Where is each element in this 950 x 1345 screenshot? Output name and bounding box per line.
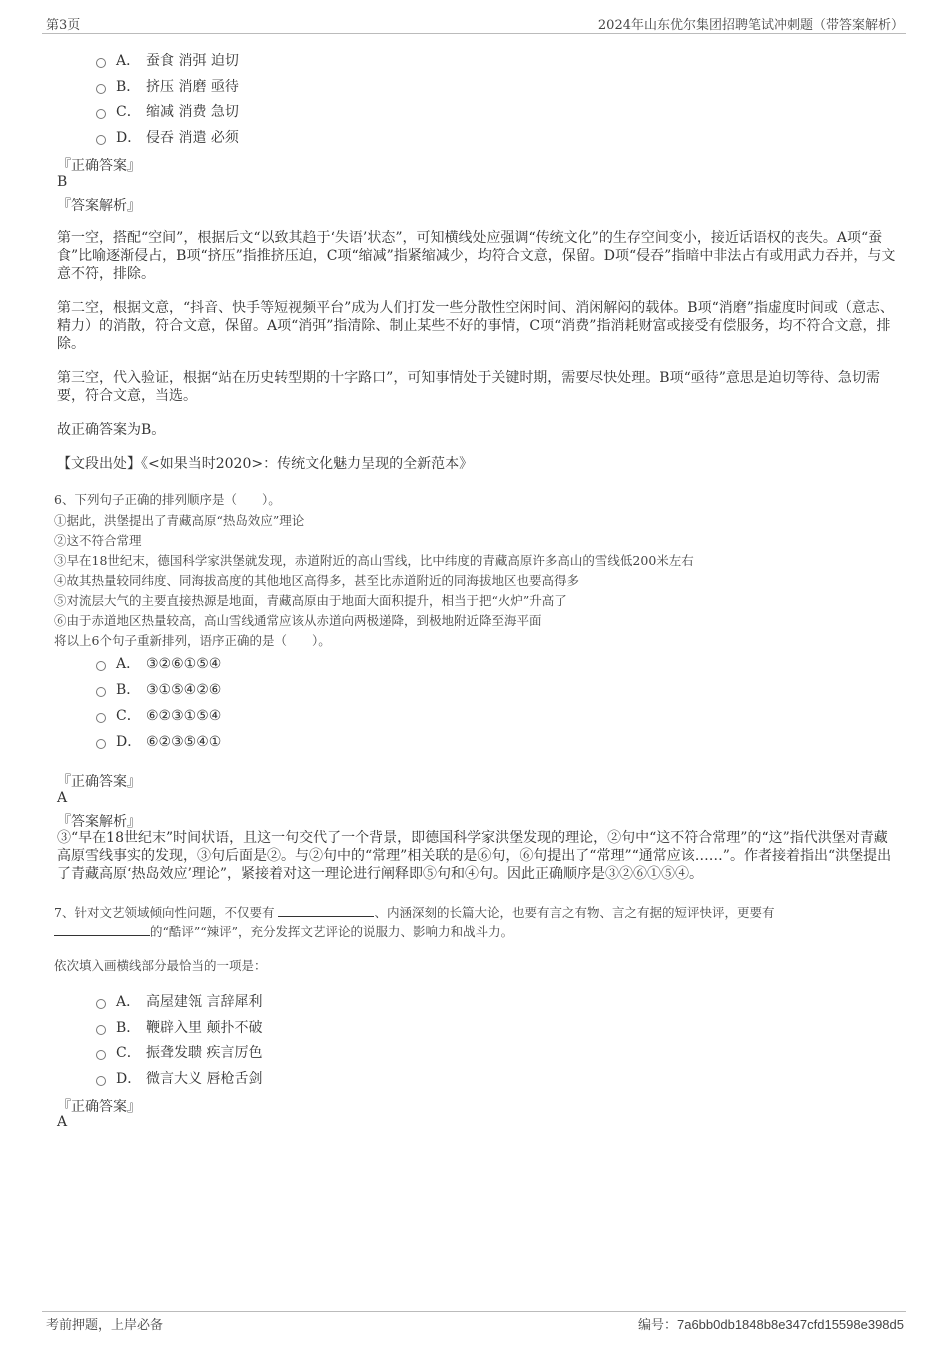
- q6-option-d[interactable]: D． ⑥②③⑤④①: [96, 731, 221, 751]
- radio-icon[interactable]: [96, 687, 106, 697]
- q7-answer-label: 『正确答案』: [57, 1099, 141, 1115]
- q5-option-a[interactable]: A． 蚕食 消弭 迫切: [96, 50, 239, 70]
- q6-stem: 6、下列句子正确的排列顺序是（ ）。: [54, 492, 281, 507]
- q5-analysis-paragraph-4: 故正确答案为B。: [57, 422, 166, 438]
- q5-option-d[interactable]: D． 侵吞 消遣 必须: [96, 127, 239, 147]
- q7-blank-1[interactable]: [278, 904, 374, 917]
- radio-icon[interactable]: [96, 999, 106, 1009]
- q5-analysis-paragraph-1: 第一空，搭配“空间”，根据后文“以致其趋于‘失语’状态”，可知横线处应强调“传统文化”的生存空间变小，接近话语权的丧失。A项“蚕食”比喻逐渐侵占，B项“挤压”指推挤压迫，C项“缩减”指紧缩减少，均符合文意，保留。D项“侵吞”指暗中非法占有或用武力吞并，与文意不符，排除。: [57, 230, 896, 282]
- q6-sentence-3: ③早在18世纪末，德国科学家洪堡就发现，赤道附近的高山雪线，比中纬度的青藏高原许多高山的雪线低200米左右: [54, 553, 694, 568]
- q7-option-c[interactable]: C． 振聋发聩 疾言厉色: [96, 1042, 262, 1062]
- header-divider: [42, 33, 906, 34]
- q5-option-c[interactable]: C． 缩减 消费 急切: [96, 101, 239, 121]
- radio-icon[interactable]: [96, 58, 106, 68]
- radio-icon[interactable]: [96, 84, 106, 94]
- q6-answer: A: [57, 790, 68, 806]
- q6-sentence-4: ④故其热量较同纬度、同海拔高度的其他地区高得多，甚至比赤道附近的同海拔地区也要高得多: [54, 573, 580, 588]
- radio-icon[interactable]: [96, 713, 106, 723]
- q5-analysis-paragraph-2: 第二空，根据文意，“抖音、快手等短视频平台”成为人们打发一些分散性空闲时间、消闲解闷的载体。B项“消磨”指虚度时间或（意志、精力）的消散，符合文意，保留。A项“消弭”指清除、制止某些不好的事情，C项“消费”指消耗财富或接受有偿服务，均不符合文意，排除。: [57, 300, 894, 352]
- radio-icon[interactable]: [96, 109, 106, 119]
- q6-option-b[interactable]: B． ③①⑤④②⑥: [96, 679, 221, 699]
- q7-blank-2[interactable]: [54, 923, 150, 936]
- q6-answer-label: 『正确答案』: [57, 774, 141, 790]
- q6-option-c[interactable]: C． ⑥②③①⑤④: [96, 705, 221, 725]
- page-number: 第3页: [46, 18, 81, 33]
- q7-option-b[interactable]: B． 鞭辟入里 颠扑不破: [96, 1017, 262, 1037]
- radio-icon[interactable]: [96, 661, 106, 671]
- q7-stem-line-2: 的“酷评”“辣评”，充分发挥文艺评论的说服力、影响力和战斗力。: [54, 922, 513, 940]
- footer-divider: [42, 1311, 906, 1312]
- document-code: 编号：7a6bb0db1848b8e347cfd15598e398d5: [637, 1317, 904, 1333]
- q6-sentence-1: ①据此，洪堡提出了青藏高原“热岛效应”理论: [54, 513, 305, 528]
- q7-option-a[interactable]: A． 高屋建瓴 言辞犀利: [96, 991, 262, 1011]
- radio-icon[interactable]: [96, 739, 106, 749]
- q6-prompt: 将以上6个句子重新排列，语序正确的是（ ）。: [54, 633, 331, 648]
- q7-answer: A: [57, 1114, 68, 1130]
- radio-icon[interactable]: [96, 1050, 106, 1060]
- footer-slogan: 考前押题，上岸必备: [46, 1318, 164, 1333]
- q6-option-a[interactable]: A． ③②⑥①⑤④: [96, 653, 221, 673]
- q6-sentence-5: ⑤对流层大气的主要直接热源是地面，青藏高原由于地面大面积提升，相当于把“火炉”升高了: [54, 593, 567, 608]
- q7-prompt: 依次填入画横线部分最恰当的一项是：: [54, 958, 267, 973]
- q5-analysis-paragraph-3: 第三空，代入验证，根据“站在历史转型期的十字路口”，可知事情处于关键时期，需要尽快处理。B项“亟待”意思是迫切等待、急切需要，符合文意，当选。: [57, 370, 880, 404]
- radio-icon[interactable]: [96, 1076, 106, 1086]
- q5-option-b[interactable]: B． 挤压 消磨 亟待: [96, 76, 239, 96]
- radio-icon[interactable]: [96, 1025, 106, 1035]
- q6-sentence-2: ②这不符合常理: [54, 533, 142, 548]
- q6-analysis-label: 『答案解析』: [57, 814, 141, 830]
- q5-source: 【文段出处】《<如果当时2020>：传统文化魅力呈现的全新范本》: [57, 456, 474, 472]
- q7-option-d[interactable]: D． 微言大义 唇枪舌剑: [96, 1068, 262, 1088]
- q5-analysis-label: 『答案解析』: [57, 198, 141, 214]
- q7-stem-line-1: 7、针对文艺领域倾向性问题，不仅要有 、内涵深刻的长篇大论，也要有言之有物、言之有据的短评快评，更要有: [54, 905, 775, 920]
- radio-icon[interactable]: [96, 135, 106, 145]
- q5-answer-label: 『正确答案』: [57, 158, 141, 174]
- document-title: 2024年山东优尔集团招聘笔试冲刺题（带答案解析）: [597, 18, 904, 33]
- q5-answer: B: [57, 174, 68, 190]
- q6-sentence-6: ⑥由于赤道地区热量较高，高山雪线通常应该从赤道向两极递降，到极地附近降至海平面: [54, 613, 542, 628]
- q6-analysis: ③“早在18世纪末”时间状语，且这一句交代了一个背景，即德国科学家洪堡发现的理论，②句中“这不符合常理”的“这”指代洪堡对青藏高原雪线事实的发现，③句后面是②。与②句中的“常理”相关联的是⑥句，⑥句提出了“常理”“通常应该……”。作者接着指出“洪堡提出了青藏高原‘热岛效应’理论”，紧接着对这一理论进行阐释即⑤句和④句。因此正确顺序是③②⑥①⑤④。: [57, 830, 892, 882]
